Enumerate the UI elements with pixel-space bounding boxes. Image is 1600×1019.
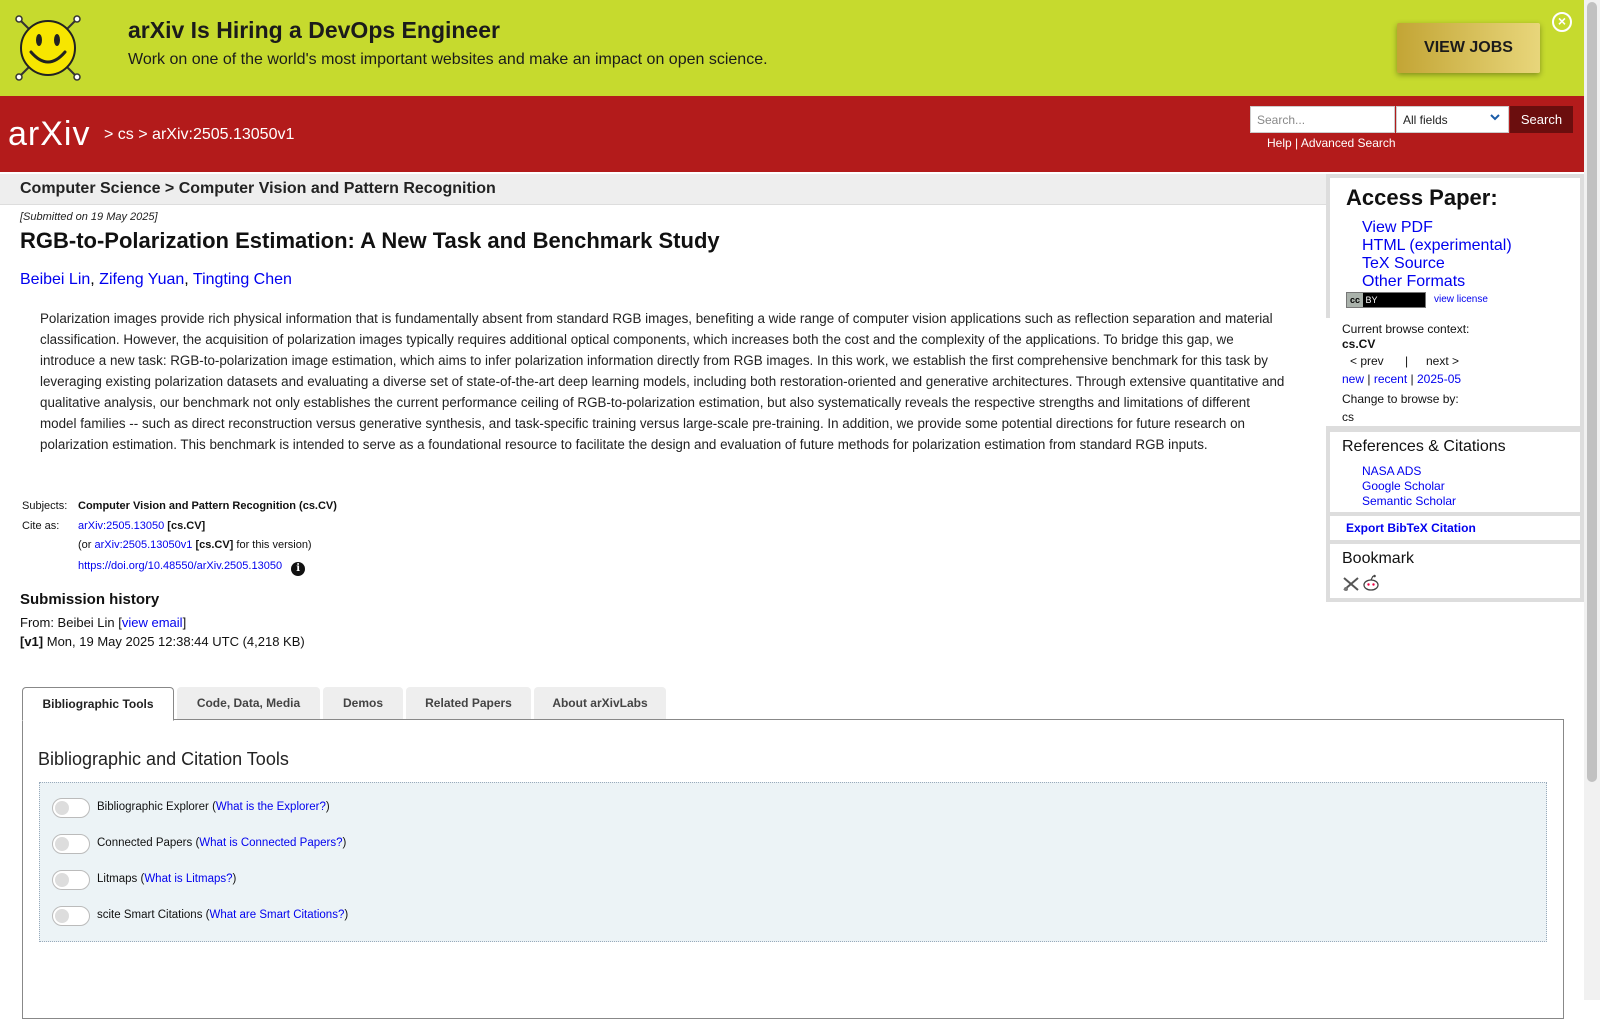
scrollbar-thumb[interactable] (1587, 2, 1597, 782)
access-paper-title: Access Paper: (1346, 185, 1498, 210)
next-link[interactable]: next > (1426, 354, 1460, 368)
chevron-down-icon (1490, 112, 1500, 122)
subjects-value: Computer Vision and Pattern Recognition (cs.CV) (78, 500, 337, 512)
tool-label: Bibliographic Explorer (97, 801, 209, 813)
reddit-icon[interactable] (1362, 574, 1380, 592)
banner-text: Work on one of the world's most important websites and make an impact on open science. (128, 51, 768, 68)
browse-sep: | (1367, 372, 1371, 386)
tool-help-link[interactable]: What are Smart Citations? (209, 909, 345, 921)
change-browse-label: Change to browse by: (1342, 392, 1459, 406)
connected-papers-toggle[interactable] (52, 834, 90, 854)
current-context-label: Current browse context: (1342, 322, 1470, 336)
tab-panel (22, 719, 1564, 1019)
submission-date: [Submitted on 19 May 2025] (20, 211, 158, 223)
cc-by-license-badge[interactable] (1346, 292, 1426, 308)
tool-label: Connected Papers (97, 837, 193, 849)
search-field-value: All fields (1403, 113, 1448, 127)
breadcrumb-paper-id: arXiv:2505.13050v1 (152, 126, 295, 143)
month-link[interactable]: 2025-05 (1417, 372, 1462, 386)
tools-box: Bibliographic Explorer (What is the Explorer?) Connected Papers (What is Connected Papers?) Litmaps (What is Litmaps?) scite Smart Citations (What are Smart Citations?) (39, 782, 1547, 942)
tool-help-link[interactable]: What is Litmaps? (144, 873, 233, 885)
browse-context-box (1326, 318, 1580, 426)
cite-version-suffix: for this version) (236, 539, 312, 551)
nav-sep: | (1405, 354, 1409, 368)
cite-version-category: [cs.CV] (195, 539, 234, 551)
cite-label: Cite as: (22, 520, 60, 532)
nasa-ads-link[interactable]: NASA ADS (1362, 464, 1422, 478)
litmaps-toggle[interactable] (52, 870, 90, 890)
help-link[interactable]: Help (1267, 136, 1292, 150)
site-header (0, 96, 1584, 172)
bibliographic-explorer-toggle[interactable] (52, 798, 90, 818)
author-sep: , (90, 271, 100, 288)
prev-link[interactable]: < prev (1350, 354, 1384, 368)
cite-or-text: (or (78, 539, 92, 551)
breadcrumb (104, 126, 294, 144)
html-link[interactable]: HTML (experimental) (1362, 237, 1512, 254)
hiring-banner (0, 0, 1584, 96)
author-link[interactable]: Zifeng Yuan (99, 271, 185, 288)
breadcrumb-cs-link[interactable]: cs (117, 126, 134, 143)
panel-title: Bibliographic and Citation Tools (38, 749, 289, 769)
smiley-logo-icon (12, 12, 84, 84)
abstract: Polarization images provide rich physical information that is fundamentally absent from standard RGB images, benefiting a wide range of computer vision applications such as reflection separation and material classification. However, the acquisition of polarization images typically requires additional optical components, which increases both the cost and the complexity of the applications. To bridge this gap, we introduce a new task: RGB-to-polarization image estimation, which aims to infer polarization information directly from RGB images. In this work, we establish the first comprehensive benchmark for this task by leveraging existing polarization datasets and evaluating a diverse set of state-of-the-art deep learning models, including both restoration-oriented and generative architectures. Through extensive quantitative and qualitative analysis, our benchmark not only establishes the current performance ceiling of RGB-to-polarization estimation, but also systematically reveals the respective strengths and limitations of different model families -- such as direct reconstruction versus generative synthesis, and task-specific training versus large-scale pre-training. In addition, we provide some potential directions for future research on polarization estimation. This benchmark is intended to serve as a foundational resource to facilitate the design and evaluation of future methods for polarization estimation from standard RGB inputs. (40, 311, 1285, 452)
category-bar (0, 174, 1326, 205)
tool-label: Litmaps (97, 873, 138, 885)
page-scrollbar[interactable] (1584, 0, 1600, 1000)
tab-about-arxivlabs[interactable]: About arXivLabs (534, 687, 666, 719)
view-pdf-link[interactable]: View PDF (1362, 219, 1433, 236)
author-list (20, 271, 292, 289)
submission-from-suffix: ] (182, 615, 187, 630)
search-help-links (1267, 136, 1396, 150)
breadcrumb-sep: > (104, 126, 114, 143)
view-jobs-button[interactable]: VIEW JOBS (1397, 23, 1540, 73)
submission-from-prefix: From: Beibei Lin [ (20, 615, 122, 630)
author-link[interactable]: Tingting Chen (192, 271, 292, 288)
doi-link[interactable]: https://doi.org/10.48550/arXiv.2505.13050 (78, 560, 283, 572)
tab-related-papers[interactable]: Related Papers (406, 687, 531, 719)
tab-bibliographic-tools[interactable]: Bibliographic Tools (22, 687, 174, 721)
references-box (1330, 432, 1580, 512)
google-scholar-link[interactable]: Google Scholar (1362, 479, 1445, 493)
export-bibtex-link[interactable]: Export BibTeX Citation (1346, 521, 1476, 535)
recent-link[interactable]: recent (1373, 372, 1408, 386)
browse-cs-link[interactable]: cs (1342, 410, 1354, 424)
tab-code-data-media[interactable]: Code, Data, Media (177, 687, 320, 719)
view-email-link[interactable]: view email (121, 615, 183, 630)
references-title: References & Citations (1342, 438, 1506, 455)
tool-help-link[interactable]: What is Connected Papers? (199, 837, 343, 849)
cite-id-link[interactable]: arXiv:2505.13050 (78, 520, 165, 532)
tab-demos[interactable]: Demos (323, 687, 403, 719)
category-path: Computer Science > Computer Vision and Pattern Recognition (20, 180, 496, 197)
paper-title: RGB-to-Polarization Estimation: A New Task and Benchmark Study (20, 228, 720, 253)
search-field-select[interactable] (1396, 106, 1509, 133)
tex-source-link[interactable]: TeX Source (1362, 255, 1445, 272)
search-button[interactable]: Search (1510, 106, 1573, 133)
bibsonomy-icon[interactable] (1342, 576, 1360, 592)
arxiv-logo-icon[interactable] (8, 115, 102, 155)
current-context-value: cs.CV (1342, 337, 1376, 351)
info-icon[interactable]: i (291, 562, 305, 576)
cc-badge-cc: cc (1347, 293, 1363, 307)
access-paper-box (1330, 178, 1580, 318)
subjects-label: Subjects: (22, 500, 68, 512)
view-license-link[interactable]: view license (1434, 294, 1488, 305)
semantic-scholar-link[interactable]: Semantic Scholar (1362, 494, 1457, 508)
cite-category: [cs.CV] (167, 520, 206, 532)
version-label: [v1] (20, 634, 44, 649)
banner-title: arXiv Is Hiring a DevOps Engineer (128, 17, 500, 43)
advanced-search-link[interactable]: Advanced Search (1300, 136, 1396, 150)
cite-version-link[interactable]: arXiv:2505.13050v1 (94, 539, 193, 551)
version-text: Mon, 19 May 2025 12:38:44 UTC (4,218 KB) (46, 634, 305, 649)
submission-history-title: Submission history (20, 591, 160, 608)
tool-help-link[interactable]: What is the Explorer? (215, 801, 326, 813)
author-sep: , (184, 271, 193, 288)
bookmark-title: Bookmark (1342, 550, 1415, 567)
close-icon[interactable]: × (1552, 12, 1572, 32)
browse-links (1342, 372, 1461, 386)
search-input[interactable] (1250, 106, 1395, 133)
sidebar (1326, 174, 1584, 602)
author-link[interactable]: Beibei Lin (20, 271, 91, 288)
tool-label: scite Smart Citations (97, 909, 203, 921)
search-links-sep: | (1295, 136, 1299, 150)
export-box (1330, 516, 1580, 540)
new-link[interactable]: new (1342, 372, 1365, 386)
cc-badge-by: BY (1365, 295, 1378, 305)
browse-sep: | (1410, 372, 1414, 386)
bookmark-box (1330, 544, 1580, 598)
submission-from (20, 615, 186, 630)
scite-toggle[interactable] (52, 906, 90, 926)
svg-text:arXiv: arXiv (8, 115, 91, 153)
breadcrumb-sep: > (138, 126, 148, 143)
other-formats-link[interactable]: Other Formats (1362, 273, 1466, 290)
version-entry (20, 634, 305, 649)
